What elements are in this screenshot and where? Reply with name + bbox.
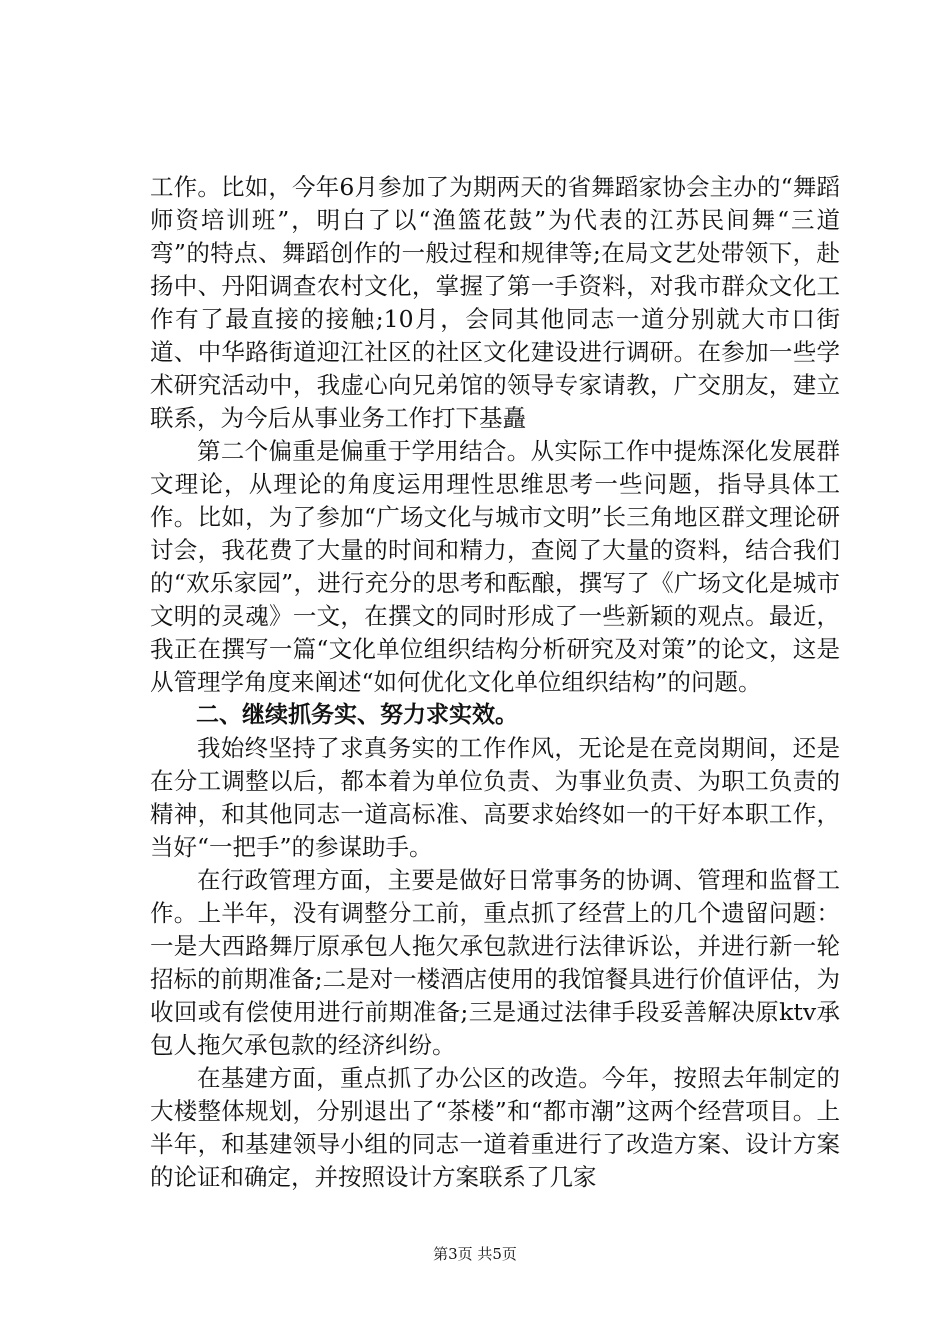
body-paragraph: 在行政管理方面，主要是做好日常事务的协调、管理和监督工作。上半年，没有调整分工前，重点抓了经营上的几个遗留问题：一是大西路舞厅原承包人拖欠承包款进行法律诉讼，并进行新一轮招标的前期准备;二是对一楼酒店使用的我馆餐具进行价值评估，为收回或有偿使用进行前期准备;三是通过法律手段妥善解决原ktv承包人拖欠承包款的经济纠纷。 xyxy=(150,866,840,1059)
body-paragraph: 第二个偏重是偏重于学用结合。从实际工作中提炼深化发展群文理论，从理论的角度运用理性思维思考一些问题，指导具体工作。比如，为了参加“广场文化与城市文明”长三角地区群文理论研讨会，我花费了大量的时间和精力，查阅了大量的资料，结合我们的“欢乐家园”，进行充分的思考和酝酿，撰写了《广场文化是城市文明的灵魂》一文，在撰文的同时形成了一些新颖的观点。最近，我正在撰写一篇“文化单位组织结构分析研究及对策”的论文，这是从管理学角度来阐述“如何优化文化单位组织结构”的问题。 xyxy=(150,437,840,696)
document-body xyxy=(150,171,840,1194)
page-number-footer: 第3页 共5页 xyxy=(433,1245,517,1263)
body-paragraph: 工作。比如，今年6月参加了为期两天的省舞蹈家协会主办的“舞蹈师资培训班”，明白了以“渔篮花鼓”为代表的江苏民间舞“三道弯”的特点、舞蹈创作的一般过程和规律等;在局文艺处带领下，赴扬中、丹阳调查农村文化，掌握了第一手资料，对我市群众文化工作有了最直接的接触;10月，会同其他同志一道分别就大市口街道、中华路街道迎江社区的社区文化建设进行调研。在参加一些学术研究活动中，我虚心向兄弟馆的领导专家请教，广交朋友，建立联系，为今后从事业务工作打下基矗 xyxy=(150,173,840,432)
body-paragraph: 在基建方面，重点抓了办公区的改造。今年，按照去年制定的大楼整体规划，分别退出了“茶楼”和“都市潮”这两个经营项目。上半年，和基建领导小组的同志一道着重进行了改造方案、设计方案的论证和确定，并按照设计方案联系了几家 xyxy=(150,1064,840,1191)
section-heading: 二、继续抓务实、努力求实效。 xyxy=(196,702,518,728)
body-paragraph: 我始终坚持了求真务实的工作作风，无论是在竞岗期间，还是在分工调整以后，都本着为单位负责、为事业负责、为职工负责的精神，和其他同志一道高标准、高要求始终如一的干好本职工作，当好“一把手”的参谋助手。 xyxy=(150,734,840,861)
